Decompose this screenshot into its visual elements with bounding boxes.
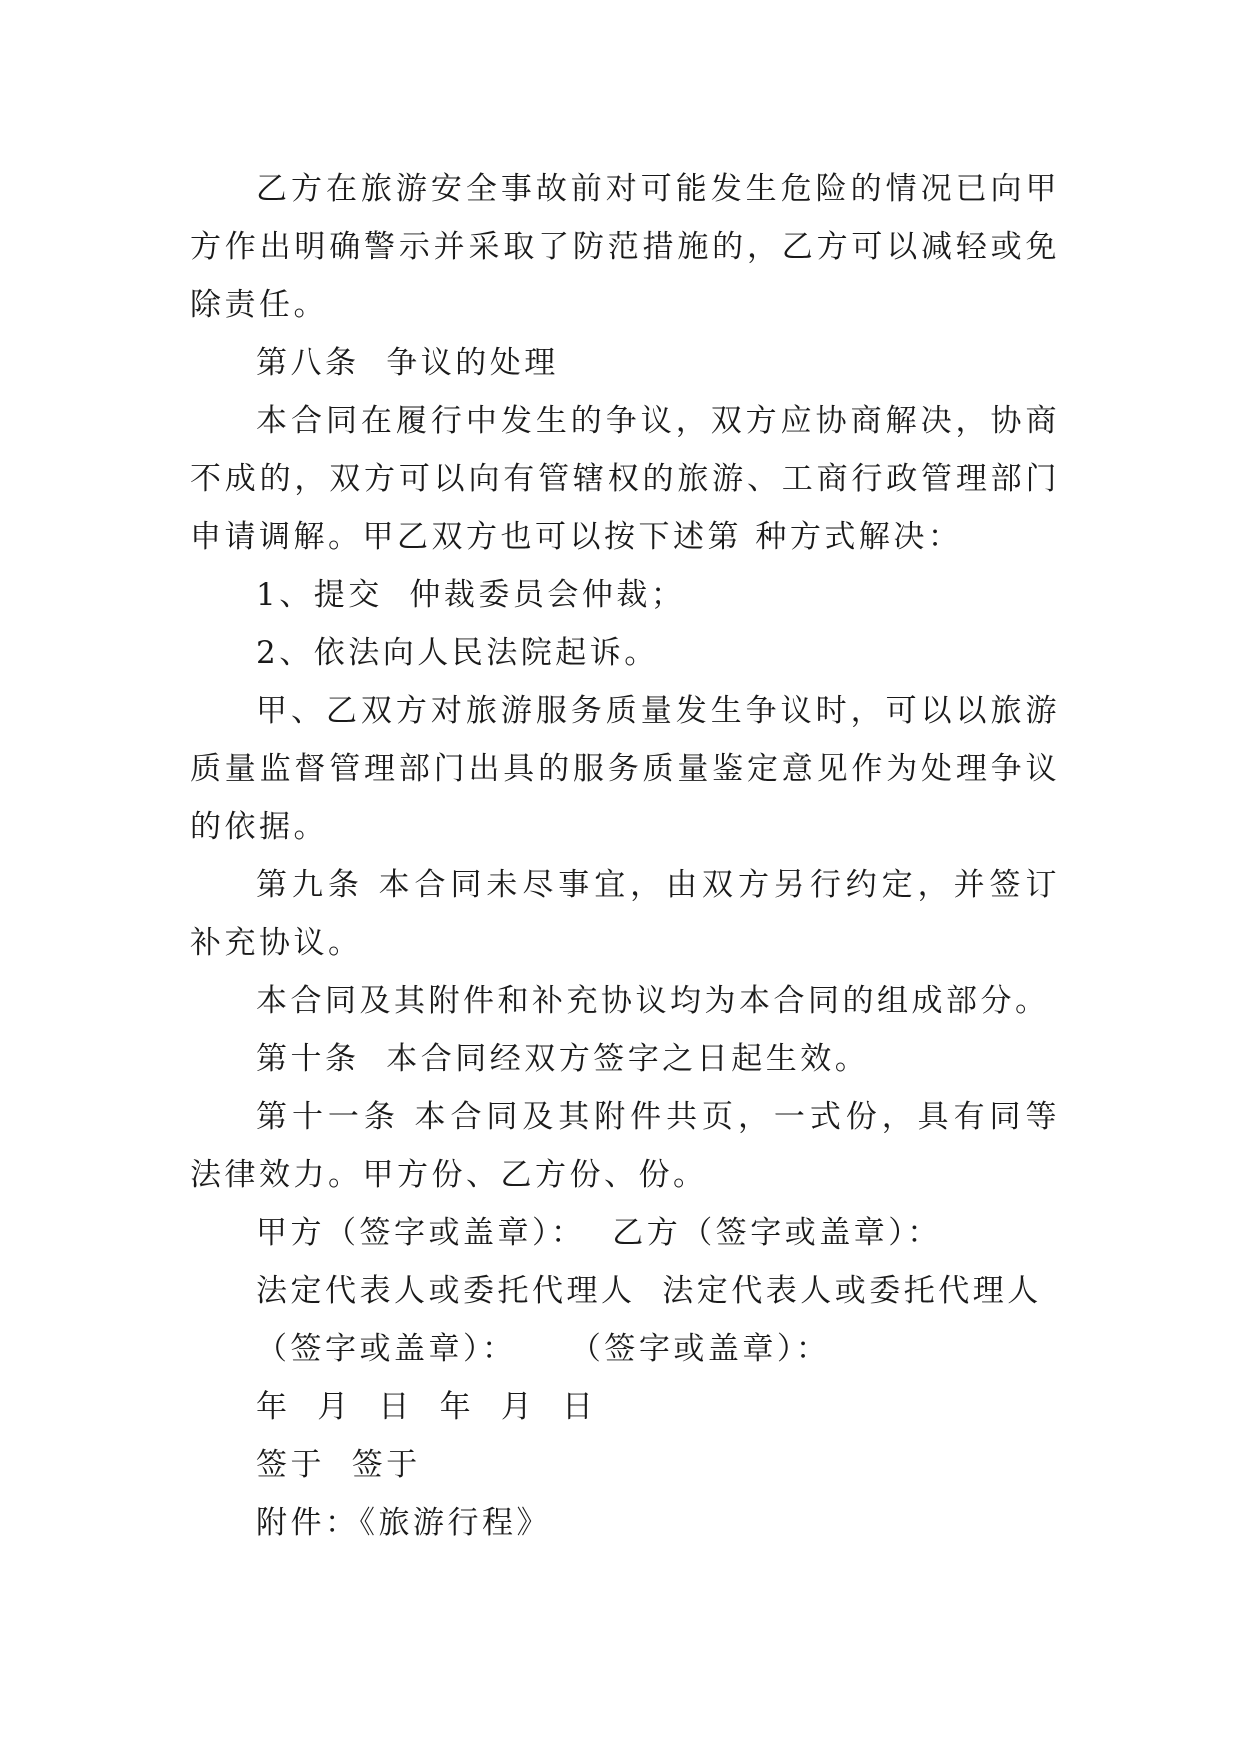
signature-seal-line: （签字或盖章）： （签字或盖章）： (256, 1331, 831, 1367)
paragraph-dispute-resolution: 本合同在履行中发生的争议，双方应协商解决，协商不成的，双方可以向有管辖权的旅游、工商行政管理部门申请调解。甲乙双方也可以按下述第 种方式解决： (190, 403, 1060, 555)
signature-date-line: 年 月 日 年 月 日 (256, 1389, 597, 1425)
attachment-itinerary: 附件：《旅游行程》 (256, 1505, 551, 1541)
signature-representative-line: 法定代表人或委托代理人 法定代表人或委托代理人 (256, 1273, 1042, 1309)
paragraph-quality-dispute: 甲、乙双方对旅游服务质量发生争议时，可以以旅游质量监督管理部门出具的服务质量鉴定意见作为处理争议的依据。 (190, 693, 1060, 845)
article-9: 第九条 本合同未尽事宜，由双方另行约定，并签订补充协议。 (190, 867, 1060, 961)
signature-party-line: 甲方（签字或盖章）： 乙方（签字或盖章）： (256, 1215, 942, 1251)
option-arbitration: 1、提交 仲裁委员会仲裁； (256, 577, 686, 613)
paragraph-liability-reduction: 乙方在旅游安全事故前对可能发生危险的情况已向甲方作出明确警示并采取了防范措施的，乙方可以减轻或免除责任。 (190, 171, 1060, 323)
article-11: 第十一条 本合同及其附件共页，一式份，具有同等法律效力。甲方份、乙方份、份。 (190, 1099, 1060, 1193)
article-8-heading: 第八条 争议的处理 (256, 345, 559, 381)
paragraph-attachments: 本合同及其附件和补充协议均为本合同的组成部分。 (256, 983, 1050, 1019)
article-10: 第十条 本合同经双方签字之日起生效。 (256, 1041, 870, 1077)
signature-place-line: 签于 签于 (256, 1447, 421, 1483)
document-body (190, 160, 1060, 1552)
option-litigation: 2、依法向人民法院起诉。 (256, 635, 659, 671)
